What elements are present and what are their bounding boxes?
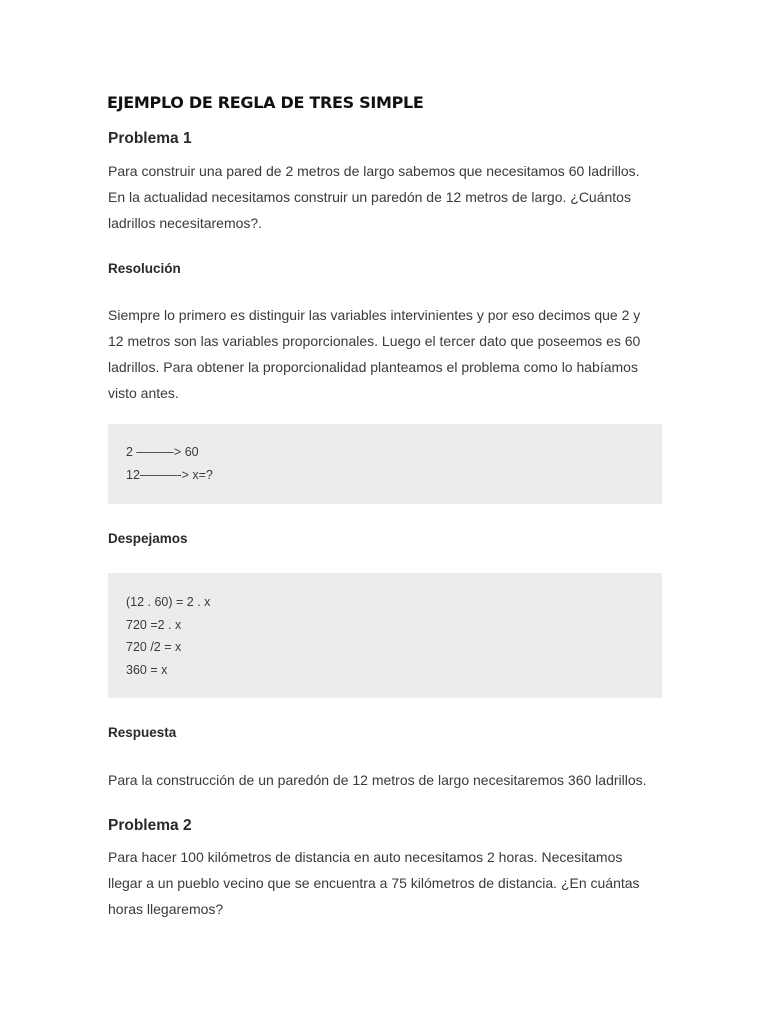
equation-line: (12 . 60) = 2 . x (126, 595, 211, 609)
problema1-statement-line: Para construir una pared de 2 metros de largo sabemos que necesitamos 60 ladrillos. (108, 163, 640, 179)
resolucion-line: 12 metros son las variables proporcionales. Luego el tercer dato que poseemos es 60 (108, 333, 641, 349)
equation-line: 360 = x (126, 663, 168, 677)
problema2-statement (108, 844, 668, 922)
resolucion-line: visto antes. (108, 385, 179, 401)
problema1-statement-line: ladrillos necesitaremos?. (108, 215, 263, 231)
proportion-line: 2 ———> 60 (126, 445, 199, 459)
equation-line: 720 =2 . x (126, 618, 182, 632)
document-title: EJEMPLO DE REGLA DE TRES SIMPLE (107, 93, 424, 112)
proportion-box (108, 424, 662, 504)
resolucion-heading: Resolución (108, 261, 181, 276)
despejamos-heading: Despejamos (108, 531, 188, 546)
proportion-line: 12———-> x=? (126, 468, 213, 482)
problema2-statement-line: llegar a un pueblo vecino que se encuentra a 75 kilómetros de distancia. ¿En cuántas (108, 875, 640, 891)
resolucion-line: ladrillos. Para obtener la proporcionalidad planteamos el problema como lo habíamos (108, 359, 638, 375)
problema2-statement-line: horas llegaremos? (108, 901, 224, 917)
problema1-heading: Problema 1 (108, 130, 192, 147)
equation-box (108, 573, 662, 698)
problema2-statement-line: Para hacer 100 kilómetros de distancia en auto necesitamos 2 horas. Necesitamos (108, 849, 623, 865)
resolucion-line: Siempre lo primero es distinguir las variables intervinientes y por eso decimos que 2 y (108, 307, 641, 323)
problema1-statement-line: En la actualidad necesitamos construir un paredón de 12 metros de largo. ¿Cuántos (108, 189, 631, 205)
problema1-statement (108, 158, 668, 236)
equation-line: 720 /2 = x (126, 640, 182, 654)
respuesta-paragraph (108, 767, 668, 793)
respuesta-heading: Respuesta (108, 725, 177, 740)
resolucion-paragraph (108, 302, 668, 406)
respuesta-line: Para la construcción de un paredón de 12 metros de largo necesitaremos 360 ladrillos. (108, 772, 647, 788)
problema2-heading: Problema 2 (108, 817, 192, 834)
